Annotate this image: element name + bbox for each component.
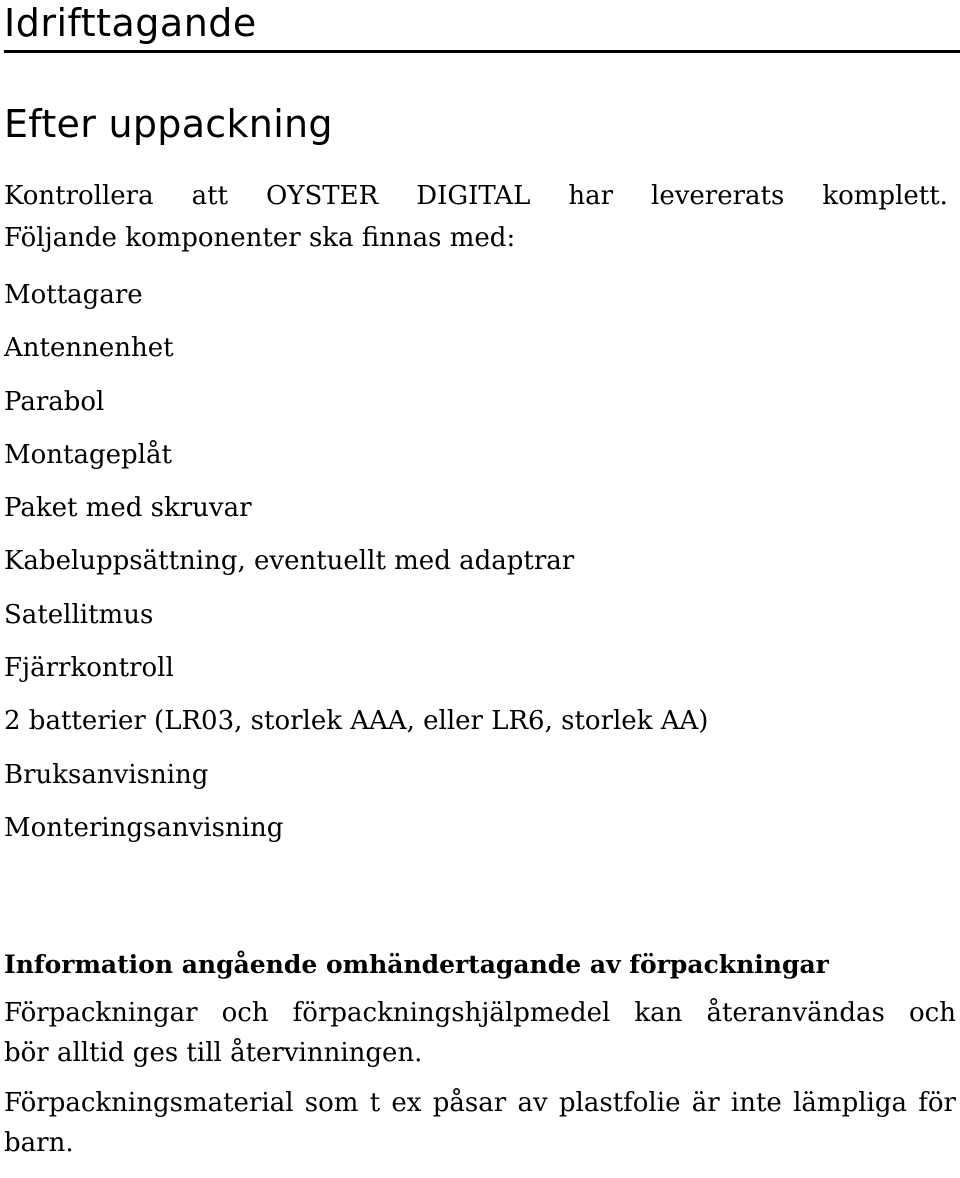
paragraph-line xyxy=(4,1083,956,1123)
document-page xyxy=(4,0,956,1163)
paragraph-word: Förpackningar xyxy=(4,998,198,1029)
disposal-heading: Information angående omhändertagande av förpackningar xyxy=(4,950,829,980)
list-item: Satellitmus xyxy=(4,599,154,630)
paragraph-word: plastfolie xyxy=(558,1088,681,1119)
subsection-heading: Efter uppackning xyxy=(4,102,333,146)
section-title: Idrifttagande xyxy=(4,1,257,45)
paragraph-word: är xyxy=(691,1088,720,1119)
list-item: Paket med skruvar xyxy=(4,493,252,524)
intro-word: att xyxy=(191,181,229,211)
intro-word: levererats xyxy=(651,181,785,211)
paragraph-word: ex xyxy=(391,1088,422,1119)
paragraph-word: som xyxy=(304,1088,359,1119)
paragraph-word: och xyxy=(221,998,269,1029)
paragraph-line xyxy=(4,993,956,1033)
disposal-paragraph-2 xyxy=(4,1083,956,1163)
paragraph-word: påsar xyxy=(432,1088,507,1119)
paragraph-word: av xyxy=(517,1088,548,1119)
paragraph-line: barn. xyxy=(4,1128,74,1159)
paragraph-word: återanvändas xyxy=(706,998,885,1029)
paragraph-word: kan xyxy=(634,998,683,1029)
paragraph-word: lämpliga xyxy=(793,1088,907,1119)
intro-word: har xyxy=(568,181,614,211)
list-item: Bruksanvisning xyxy=(4,759,209,790)
list-item: Parabol xyxy=(4,386,105,417)
intro-word: OYSTER xyxy=(266,181,379,211)
intro-line-1 xyxy=(4,175,948,217)
intro-word: DIGITAL xyxy=(416,181,531,211)
list-item: Kabeluppsättning, eventuellt med adaptrar xyxy=(4,546,575,577)
intro-line-2: Följande komponenter ska finnas med: xyxy=(4,223,516,253)
list-item: Montageplåt xyxy=(4,439,172,470)
paragraph-word: förpackningshjälpmedel xyxy=(292,998,611,1029)
paragraph-line: bör alltid ges till återvinningen. xyxy=(4,1038,423,1069)
disposal-paragraph-1 xyxy=(4,993,956,1073)
paragraph-word: Förpackningsmaterial xyxy=(4,1088,294,1119)
list-item: Monteringsanvisning xyxy=(4,812,284,843)
component-list xyxy=(4,269,956,855)
list-item: Fjärrkontroll xyxy=(4,653,174,684)
intro-paragraph xyxy=(4,175,948,259)
paragraph-word: inte xyxy=(730,1088,782,1119)
intro-word: komplett. xyxy=(822,181,948,211)
list-item: Antennenhet xyxy=(4,333,174,364)
paragraph-word: t xyxy=(369,1088,381,1119)
list-item: 2 batterier (LR03, storlek AAA, eller LR6, storlek AA) xyxy=(4,706,709,737)
paragraph-word: för xyxy=(918,1088,956,1119)
list-item: Mottagare xyxy=(4,280,143,310)
paragraph-word: och xyxy=(908,998,956,1029)
section-divider xyxy=(4,50,960,53)
intro-word: Kontrollera xyxy=(4,181,154,211)
